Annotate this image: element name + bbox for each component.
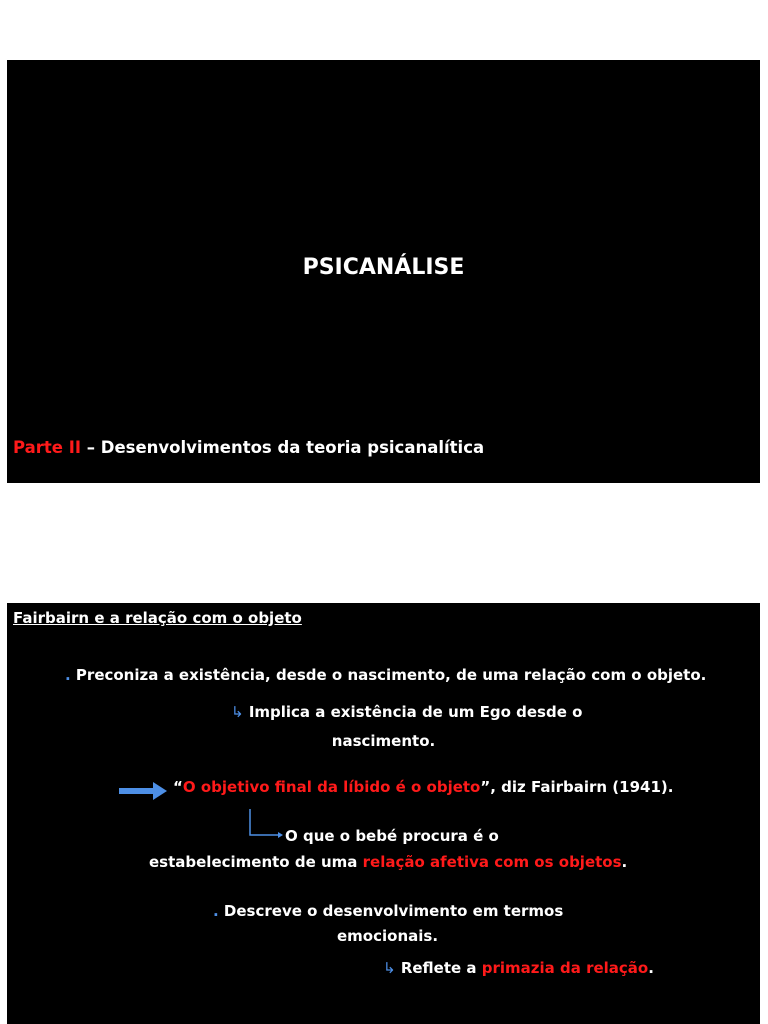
quote-close: ”, diz Fairbairn (1941). xyxy=(480,778,674,796)
bullet-text: Descreve o desenvolvimento em termos xyxy=(218,902,564,920)
quote-highlight: O objetivo final da líbido é o objeto xyxy=(182,778,481,796)
slide-title: PSICANÁLISE xyxy=(302,255,465,280)
quote-line xyxy=(173,778,673,796)
sub-line-3 xyxy=(383,959,654,977)
bullet-line-2 xyxy=(213,902,563,920)
sub-line-1 xyxy=(231,703,582,721)
sub-line-2b xyxy=(149,853,627,871)
sub-line-1b: nascimento. xyxy=(331,732,436,750)
content-slide xyxy=(7,603,760,1024)
bullet-dot: . xyxy=(65,666,71,684)
sub-text: Reflete a xyxy=(400,959,482,977)
elbow-arrow-icon xyxy=(245,809,285,843)
sub-text: estabelecimento de uma xyxy=(149,853,363,871)
slide-heading: Fairbairn e a relação com o objeto xyxy=(13,609,302,627)
hook-arrow-icon: ↳ xyxy=(383,959,396,977)
quote-open: “ xyxy=(173,778,183,796)
period: . xyxy=(648,959,654,977)
period: . xyxy=(621,853,628,871)
sub-line-2: O que o bebé procura é o xyxy=(285,827,499,845)
slide-subtitle xyxy=(13,438,484,457)
highlight-text: relação afetiva com os objetos xyxy=(362,853,622,871)
right-arrow-icon xyxy=(119,782,167,804)
part-label: Parte II xyxy=(13,438,82,457)
highlight-text: primazia da relação xyxy=(481,959,649,977)
title-slide xyxy=(7,60,760,483)
bullet-dot: . xyxy=(213,902,219,920)
hook-arrow-icon: ↳ xyxy=(231,703,244,721)
sub-text: Implica a existência de um Ego desde o xyxy=(248,703,583,721)
bullet-text: Preconiza a existência, desde o nascimento, de uma relação com o objeto. xyxy=(70,666,707,684)
bullet-line-2b: emocionais. xyxy=(337,927,439,945)
bullet-line-1 xyxy=(65,666,706,684)
subtitle-text: – Desenvolvimentos da teoria psicanalítica xyxy=(81,438,485,457)
